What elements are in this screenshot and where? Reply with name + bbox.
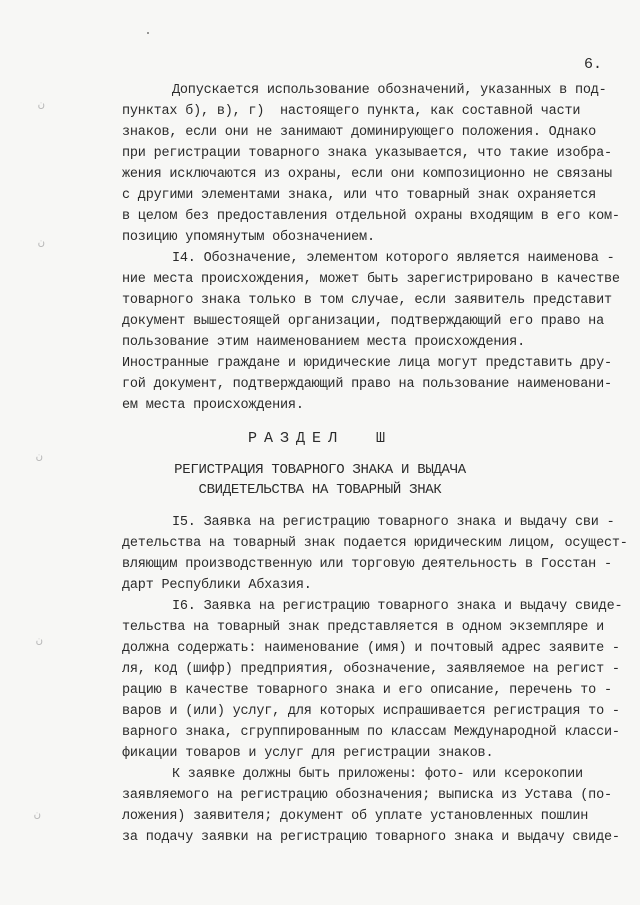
margin-mark-icon: ن — [38, 99, 45, 111]
text-line: I4. Обозначение, элементом которого является наименова - — [172, 251, 615, 266]
margin-mark-icon: ن — [38, 237, 45, 249]
text-line: детельства на товарный знак подается юридическим лицом, осущест- — [122, 536, 628, 551]
page-number: 6. — [584, 56, 603, 73]
margin-mark-icon: ن — [34, 809, 41, 821]
text-line: знаков, если они не занимают доминирующего положения. Однако — [122, 125, 597, 140]
text-line: Допускается использование обозначений, указанных в под- — [172, 83, 607, 98]
section-number: РАЗДЕЛ Ш — [247, 430, 392, 447]
text-line: тельства на товарный знак представляется в одном экземпляре и — [122, 620, 604, 635]
text-line: в целом без предоставления отдельной охраны входящим в его ком- — [122, 209, 620, 224]
text-line: товарного знака только в том случае, если заявитель представит — [122, 293, 612, 308]
text-line: ложения) заявителя; документ об уплате установленных пошлин — [122, 809, 589, 824]
text-line: гой документ, подтверждающий право на пользование наименовани- — [122, 377, 612, 392]
text-line: дарт Республики Абхазия. — [122, 578, 312, 593]
text-line: заявляемого на регистрацию обозначения; выписка из Устава (по- — [122, 788, 612, 803]
text-line: пунктах б), в), г) настоящего пункта, как составной части — [122, 104, 581, 119]
section-title-line-2: СВИДЕТЕЛЬСТВА НА ТОВАРНЫЙ ЗНАК — [198, 482, 442, 498]
text-line: ля, код (шифр) предприятия, обозначение, заявляемое на регист - — [122, 662, 620, 677]
text-line: позицию упомянутым обозначением. — [122, 230, 375, 245]
text-line: с другими элементами знака, или что товарный знак охраняется — [122, 188, 597, 203]
text-line: должна содержать: наименование (имя) и почтовый адрес заявите - — [122, 641, 620, 656]
text-line: документ вышестоящей организации, подтверждающий его право на — [122, 314, 604, 329]
text-line: за подачу заявки на регистрацию товарного знака и выдачу свиде- — [122, 830, 620, 845]
text-line: I5. Заявка на регистрацию товарного знака и выдачу сви - — [172, 515, 615, 530]
text-line: рацию в качестве товарного знака и его описание, перечень то - — [122, 683, 612, 698]
scan-speck — [147, 32, 149, 34]
text-line: фикации товаров и услуг для регистрации знаков. — [122, 746, 494, 761]
section-title-line-1: РЕГИСТРАЦИЯ ТОВАРНОГО ЗНАКА И ВЫДАЧА — [174, 462, 466, 478]
text-line: при регистрации товарного знака указывается, что такие изобра- — [122, 146, 612, 161]
text-line: пользование этим наименованием места происхождения. — [122, 335, 525, 350]
text-line: варного знака, сгруппированным по классам Международной класси- — [122, 725, 620, 740]
text-line: I6. Заявка на регистрацию товарного знака и выдачу свиде- — [172, 599, 623, 614]
text-line: ние места происхождения, может быть зарегистрировано в качестве — [122, 272, 620, 287]
text-line: жения исключаются из охраны, если они композиционно не связаны — [122, 167, 612, 182]
text-line: ем места происхождения. — [122, 398, 304, 413]
text-line: К заявке должны быть приложены: фото- или ксерокопии — [172, 767, 583, 782]
margin-mark-icon: ن — [36, 451, 43, 463]
margin-mark-icon: ن — [36, 635, 43, 647]
text-line: Иностранные граждане и юридические лица могут представить дру- — [122, 356, 612, 371]
text-line: вляющим производственную или торговую деятельность в Госстан - — [122, 557, 612, 572]
text-line: варов и (или) услуг, для которых испрашивается регистрация то - — [122, 704, 620, 719]
